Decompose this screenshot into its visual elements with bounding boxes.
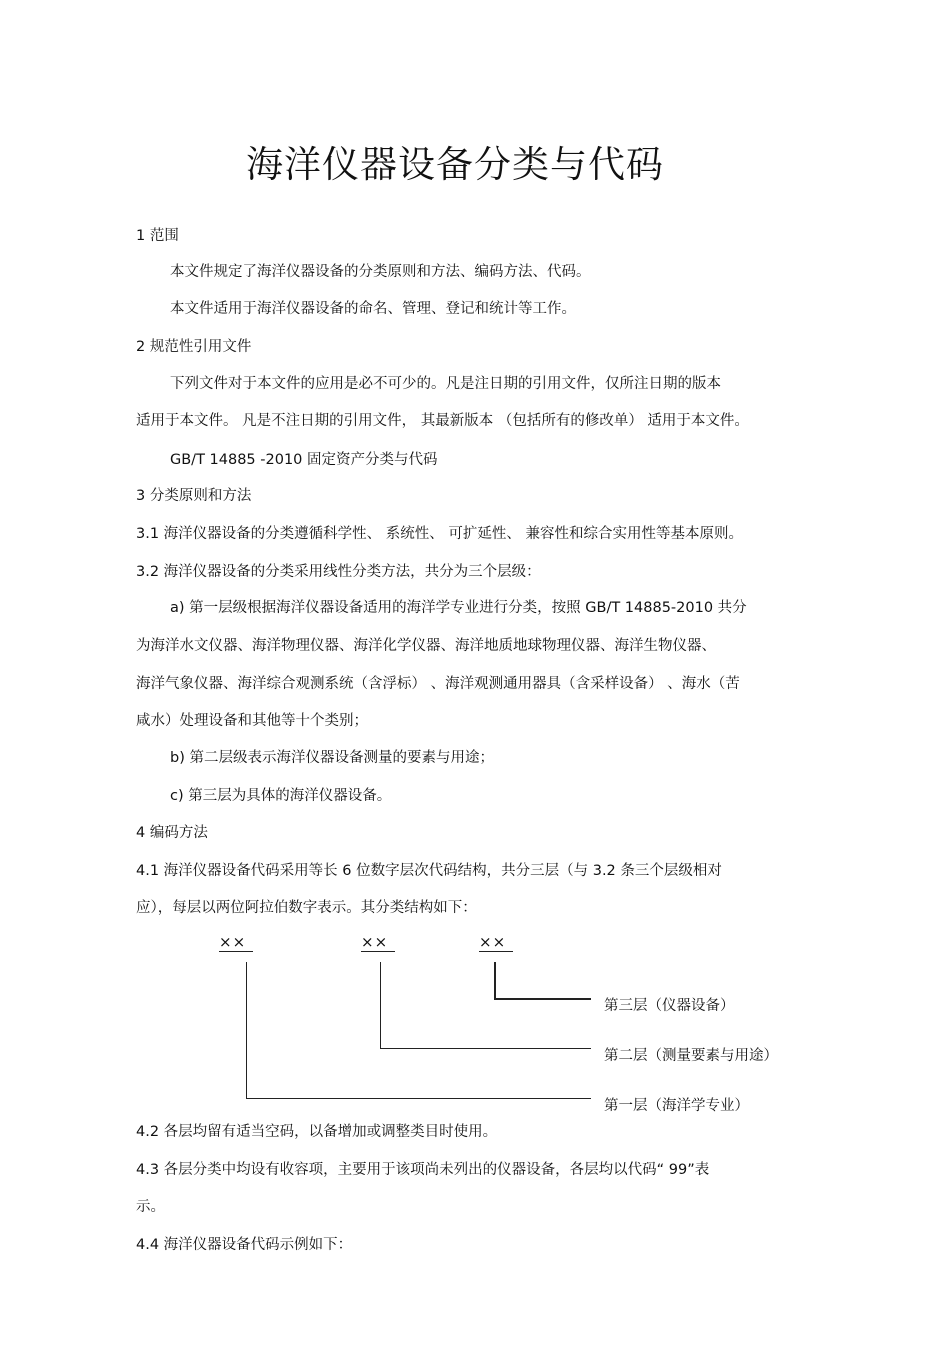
section-2-heading: 2 规范性引用文件 <box>136 339 252 355</box>
clause-4-1: 4.1 海洋仪器设备代码采用等长 6 位数字层次代码结构，共分三层（与 3.2 条三个层级相对 <box>136 863 722 879</box>
clause-3-2: 3.2 海洋仪器设备的分类采用线性分类方法，共分为三个层级： <box>136 564 541 580</box>
connector-vertical-2 <box>380 962 381 1048</box>
list-item-b: b) 第二层级表示海洋仪器设备测量的要素与用途； <box>170 750 494 766</box>
paragraph: 适用于本文件。 凡是不注日期的引用文件， 其最新版本 （包括所有的修改单） 适用于本文件。 <box>136 413 749 429</box>
paragraph: 海洋气象仪器、海洋综合观测系统（含浮标） 、海洋观测通用器具（含采样设备） 、海水（苦 <box>136 676 740 692</box>
clause-4-2: 4.2 各层均留有适当空码，以备增加或调整类目时使用。 <box>136 1124 498 1140</box>
clause-4-4: 4.4 海洋仪器设备代码示例如下： <box>136 1237 353 1253</box>
level-2-label: 第二层（测量要素与用途） <box>604 1048 778 1064</box>
paragraph: 本文件规定了海洋仪器设备的分类原则和方法、编码方法、代码。 <box>170 264 591 280</box>
paragraph: 示。 <box>136 1199 165 1215</box>
reference-item: GB/T 14885 -2010 固定资产分类与代码 <box>170 452 438 468</box>
code-mark-level-1: ×× <box>219 933 247 951</box>
code-mark-level-3: ×× <box>479 933 507 951</box>
connector-horizontal-2 <box>380 1048 591 1049</box>
paragraph: 下列文件对于本文件的应用是必不可少的。凡是注日期的引用文件，仅所注日期的版本 <box>170 376 721 392</box>
level-1-label: 第一层（海洋学专业） <box>604 1098 749 1114</box>
connector-vertical-3 <box>494 962 496 999</box>
paragraph: 本文件适用于海洋仪器设备的命名、管理、登记和统计等工作。 <box>170 301 576 317</box>
underline-3 <box>479 951 513 952</box>
paragraph: 应），每层以两位阿拉伯数字表示。其分类结构如下： <box>136 900 477 916</box>
underline-1 <box>219 951 253 952</box>
connector-horizontal-1 <box>246 1098 591 1099</box>
code-mark-level-2: ×× <box>361 933 389 951</box>
underline-2 <box>361 951 395 952</box>
connector-vertical-1 <box>246 962 247 1098</box>
clause-4-3: 4.3 各层分类中均设有收容项，主要用于该项尚未列出的仪器设备，各层均以代码“ 99”表 <box>136 1162 710 1178</box>
level-3-label: 第三层（仪器设备） <box>604 998 735 1014</box>
connector-horizontal-3 <box>494 998 591 1000</box>
section-4-heading: 4 编码方法 <box>136 825 208 841</box>
clause-3-1: 3.1 海洋仪器设备的分类遵循科学性、 系统性、 可扩延性、 兼容性和综合实用性等基本原则。 <box>136 526 743 542</box>
paragraph: 咸水）处理设备和其他等十个类别； <box>136 713 368 729</box>
section-3-heading: 3 分类原则和方法 <box>136 488 252 504</box>
list-item-c: c) 第三层为具体的海洋仪器设备。 <box>170 788 392 804</box>
paragraph: 为海洋水文仪器、海洋物理仪器、海洋化学仪器、海洋地质地球物理仪器、海洋生物仪器、 <box>136 638 716 654</box>
list-item-a: a) 第一层级根据海洋仪器设备适用的海洋学专业进行分类，按照 GB/T 14885-2010 共分 <box>170 600 747 616</box>
section-1-heading: 1 范围 <box>136 228 179 244</box>
page-title: 海洋仪器设备分类与代码 <box>246 143 664 186</box>
